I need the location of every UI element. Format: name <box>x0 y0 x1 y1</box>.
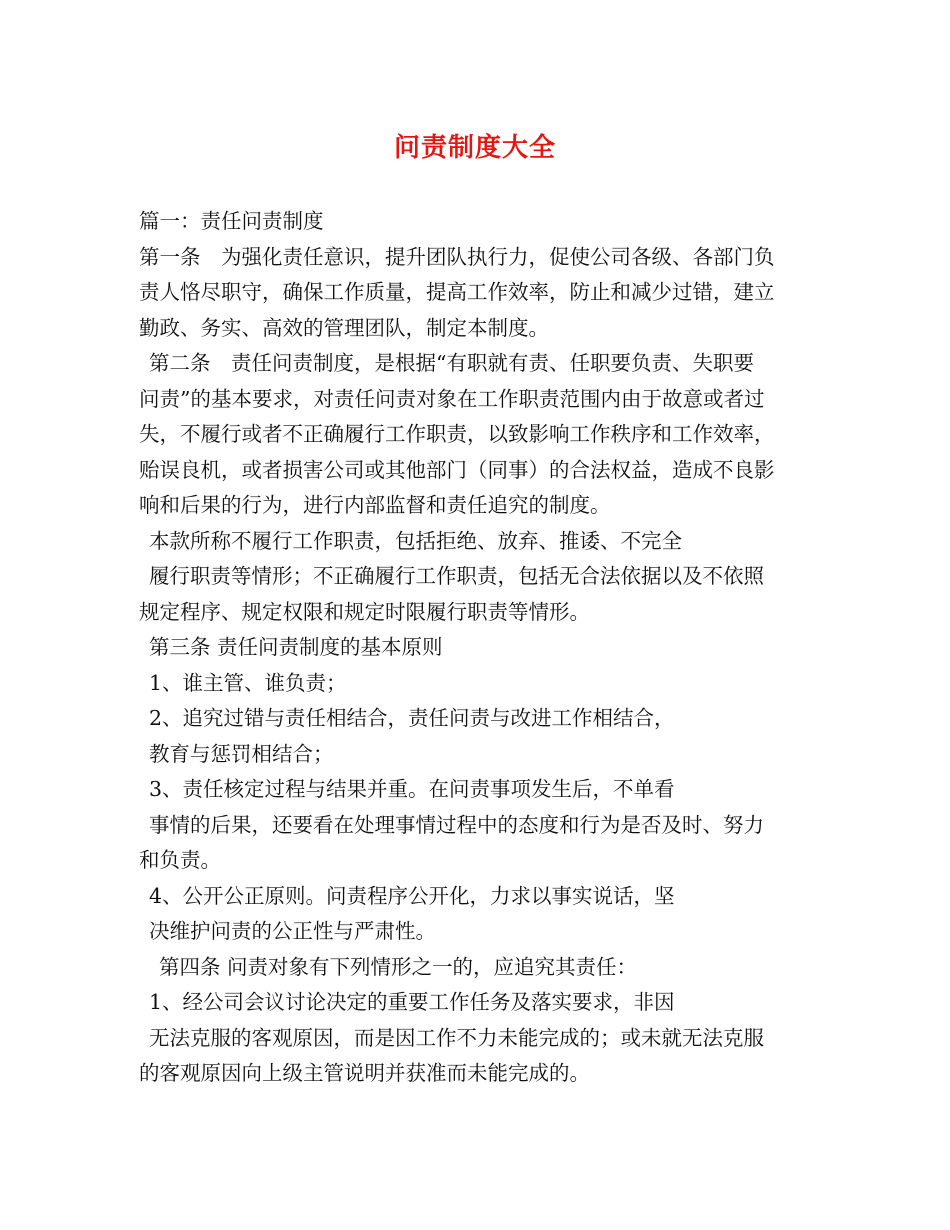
list-item: 3、责任核定过程与结果并重。在问责事项发生后，不单看 <box>149 777 675 801</box>
list-item-continuation: 的客观原因向上级主管说明并获准而未能完成的。 <box>139 1061 590 1085</box>
list-item: 2、追究过错与责任相结合，责任问责与改进工作相结合， <box>149 706 675 730</box>
paragraph-line: 责人恪尽职守，确保工作质量，提高工作效率，防止和减少过错，建立 <box>139 280 775 304</box>
paragraph-line: 贻误良机，或者损害公司或其他部门（同事）的合法权益，造成不良影 <box>139 457 775 482</box>
paragraph-line: 本款所称不履行工作职责，包括拒绝、放弃、推诿、不完全 <box>149 528 682 553</box>
list-item: 4、公开公正原则。问责程序公开化，力求以事实说话，坚 <box>149 883 675 908</box>
list-item-continuation: 无法克服的客观原因，而是因工作不力未能完成的；或未就无法克服 <box>149 1025 764 1050</box>
list-item-continuation: 决维护问责的公正性与严肃性。 <box>149 919 436 943</box>
list-item-continuation: 教育与惩罚相结合； <box>149 741 334 766</box>
list-item-continuation: 事情的后果，还要看在处理事情过程中的态度和行为是否及时、努力 <box>149 812 764 837</box>
list-item: 1、经公司会议讨论决定的重要工作任务及落实要求，非因 <box>149 990 675 1014</box>
list-item-continuation: 和负责。 <box>139 848 221 872</box>
paragraph-line: 规定程序、规定权限和规定时限履行职责等情形。 <box>139 599 590 624</box>
article-heading: 第三条 责任问责制度的基本原则 <box>149 635 443 659</box>
paragraph-line: 第二条 责任问责制度，是根据“有职就有责、任职要负责、失职要 <box>149 351 754 375</box>
document-title: 问责制度大全 <box>393 133 556 163</box>
paragraph-line: 响和后果的行为，进行内部监督和责任追究的制度。 <box>139 493 611 517</box>
paragraph-line: 问责”的基本要求，对责任问责对象在工作职责范围内由于故意或者过 <box>139 386 765 411</box>
document-body <box>139 204 819 1092</box>
article-heading: 第四条 问责对象有下列情形之一的，应追究其责任： <box>159 954 638 979</box>
paragraph-line: 第一条 为强化责任意识，提升团队执行力，促使公司各级、各部门负 <box>139 244 775 269</box>
paragraph-line: 履行职责等情形；不正确履行工作职责，包括无合法依据以及不依照 <box>149 564 764 588</box>
paragraph-line: 失，不履行或者不正确履行工作职责，以致影响工作秩序和工作效率， <box>139 422 775 446</box>
paragraph-line: 勤政、务实、高效的管理团队，制定本制度。 <box>139 315 549 340</box>
section-heading: 篇一：责任问责制度 <box>139 209 324 233</box>
list-item: 1、谁主管、谁负责； <box>149 670 347 695</box>
